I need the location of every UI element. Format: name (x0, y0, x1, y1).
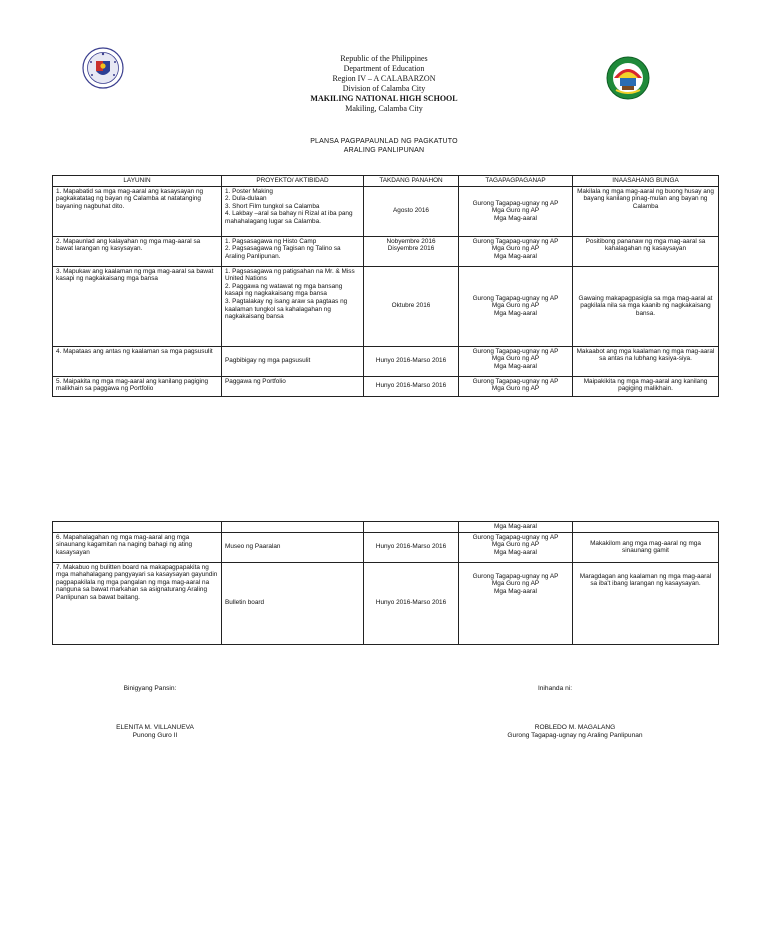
tagapagpaganap-cell (459, 532, 573, 562)
bunga-cell: Makilala ng mga mag-aaral ng buong husay ang bayang kanilang pinag-mulan ang bayan ng Calamba (573, 186, 719, 236)
tagapagpaganap-item: Gurong Tagapag-ugnay ng AP (472, 533, 559, 541)
table-row (53, 532, 719, 562)
proyekto-item: Pagbibigay ng mga pagsusulit (225, 357, 311, 365)
layunin-cell: 5. Maipakita ng mga mag-aaral ang kanilang pagiging malikhain sa paggawa ng Portfolio (53, 376, 222, 396)
approver-name: ELENITA M. VILLANUEVA (116, 724, 194, 731)
proyekto-item: 1. Poster Making (225, 187, 273, 195)
approved-label: Binigyang Pansin: (123, 685, 177, 692)
proyekto-item: 4. Lakbay –aral sa bahay ni Rizal at iba pang mahahalagang lugar sa Calamba. (225, 210, 353, 225)
layunin-cell: 2. Mapaunlad ang kalayahan ng mga mag-aaral sa bawat larangan ng kasysayan. (53, 236, 222, 266)
tagapagpaganap-item: Mga Mag-aaral (494, 214, 537, 222)
preparer-block (485, 724, 665, 740)
tagapagpaganap-item: Gurong Tagapag-ugnay ng AP (472, 237, 559, 245)
proyekto-cell (222, 266, 364, 346)
preparer-title: Gurong Tagapag-ugnay ng Araling Panlipunan (507, 732, 643, 739)
proyekto-cell (222, 346, 364, 376)
column-header: INAASAHANG BUNGA (573, 176, 719, 187)
column-header: TAKDANG PANAHON (364, 176, 459, 187)
column-header: TAGAPAGPAGANAP (459, 176, 573, 187)
panahon-cell: Agosto 2016 (364, 186, 459, 236)
preparer-name: ROBLEDO M. MAGALANG (534, 724, 616, 731)
tagapagpaganap-item: Gurong Tagapag-ugnay ng AP (472, 294, 559, 302)
layunin-cell (53, 522, 222, 533)
tagapagpaganap-item: Gurong Tagapag-ugnay ng AP (472, 199, 559, 207)
tagapagpaganap-item: Mga Mag-aaral (494, 362, 537, 370)
proyekto-cell (222, 186, 364, 236)
table-row (53, 266, 719, 346)
proyekto-item: Museo ng Paaralan (225, 543, 281, 551)
proyekto-cell (222, 562, 364, 644)
header-line: Department of Education (343, 64, 425, 73)
tagapagpaganap-item: Mga Guro ng AP (491, 245, 540, 253)
tagapagpaganap-item: Mga Mag-aaral (494, 252, 537, 260)
plan-table (52, 175, 719, 397)
approver-block (80, 724, 230, 740)
tagapagpaganap-item: Mga Guro ng AP (491, 302, 540, 310)
table-row (53, 562, 719, 644)
proyekto-cell (222, 532, 364, 562)
letterhead (0, 54, 768, 114)
tagapagpaganap-item: Gurong Tagapag-ugnay ng AP (472, 572, 559, 580)
bunga-cell: Maragdagan ang kaalaman ng mga mag-aaral sa iba't ibang larangan ng kasaysayan. (573, 562, 719, 644)
panahon-cell: Oktubre 2016 (364, 266, 459, 346)
tagapagpaganap-item: Mga Guro ng AP (491, 580, 540, 588)
bunga-cell: Gawaing makapagpasigla sa mga mag-aaral at pagkilala nila sa mga kaanib ng nagkakaisang bansa. (573, 266, 719, 346)
header-line: Division of Calamba City (342, 84, 426, 93)
panahon-cell (364, 522, 459, 533)
proyekto-item: Bulletin board (225, 599, 265, 607)
proyekto-item: 1. Pagsasagawa ng patigsahan na Mr. & Miss United Nations (225, 267, 355, 283)
proyekto-cell (222, 376, 364, 396)
document-subtitle: ARALING PANLIPUNAN (343, 147, 425, 154)
tagapagpaganap-cell (459, 346, 573, 376)
approver-title: Punong Guro II (132, 732, 178, 739)
layunin-cell: 7. Makabuo ng bulitten board na makapagpapakita ng mga mahahalagang pangyayari sa kasaysayan gayundin pagpapakilala ng mga pangalan ng mga mag-aaral na nanguna sa bawat markahan sa asignaturang Araling Panlipunan sa bawat baitang. (53, 562, 222, 644)
school-address: Makiling, Calamba City (345, 104, 423, 113)
table-row (53, 376, 719, 396)
tagapagpaganap-item: Gurong Tagapag-ugnay ng AP (472, 377, 559, 385)
proyekto-item: 3. Pagtalakay ng isang araw sa pagtaas ng kaalaman tungkol sa kahalagahan ng nagkakaisang bansa (225, 297, 348, 321)
table-row (53, 346, 719, 376)
header-line: Republic of the Philippines (340, 54, 428, 63)
panahon-cell: Hunyo 2016-Marso 2016 (364, 532, 459, 562)
document-title: PLANSA PAGPAPAUNLAD NG PAGKATUTO (310, 138, 458, 145)
tagapagpaganap-item: Mga Guro ng AP (491, 541, 540, 549)
column-header: LAYUNIN (53, 176, 222, 187)
tagapagpaganap-cell (459, 236, 573, 266)
table-header-row (53, 176, 719, 187)
tagapagpaganap-item: Mga Guro ng AP (491, 355, 540, 363)
proyekto-cell (222, 236, 364, 266)
school-name: MAKILING NATIONAL HIGH SCHOOL (310, 94, 458, 103)
tagapagpaganap-item: Mga Mag-aaral (494, 587, 537, 595)
tagapagpaganap-cell (459, 562, 573, 644)
layunin-cell: 6. Mapahalagahan ng mga mag-aaral ang mga sinaunang kagamitan na naging bahagi ng ating kasaysayan (53, 532, 222, 562)
proyekto-item: Paggawa ng Portfolio (225, 377, 286, 385)
prepared-label: Inihanda ni: (537, 685, 573, 692)
document-titles (0, 137, 768, 155)
tagapagpaganap-item: Gurong Tagapag-ugnay ng AP (472, 347, 559, 355)
column-header: PROYEKTO/ AKTIBIDAD (222, 176, 364, 187)
panahon-cell: Hunyo 2016-Marso 2016 (364, 562, 459, 644)
tagapagpaganap-cell (459, 186, 573, 236)
table-row (53, 522, 719, 533)
bunga-cell (573, 522, 719, 533)
tagapagpaganap-item: Mga Guro ng AP (491, 385, 540, 393)
tagapagpaganap-cell (459, 266, 573, 346)
layunin-cell: 3. Mapukaw ang kaalaman ng mga mag-aaral sa bawat kasapi ng nagkakaisang mga bansa (53, 266, 222, 346)
proyekto-item: 3. Short Film tungkol sa Calamba (225, 202, 320, 210)
proyekto-item: 2. Pagsasagawa ng Tagisan ng Talino sa Araling Panlipunan. (225, 245, 341, 260)
panahon-cell: Hunyo 2016-Marso 2016 (364, 346, 459, 376)
tagapagpaganap-item: Mga Mag-aaral (494, 548, 537, 556)
layunin-cell: 4. Mapataas ang antas ng kaalaman sa mga pagsusulit (53, 346, 222, 376)
tagapagpaganap-cell: Mga Mag-aaral (459, 522, 573, 533)
header-line: Region IV – A CALABARZON (332, 74, 436, 83)
bunga-cell: Positibong pananaw ng mga mag-aaral sa kahalagahan ng kasaysayan (573, 236, 719, 266)
tagapagpaganap-cell (459, 376, 573, 396)
table-row (53, 236, 719, 266)
table-row (53, 186, 719, 236)
proyekto-cell (222, 522, 364, 533)
panahon-cell: Hunyo 2016-Marso 2016 (364, 376, 459, 396)
panahon-cell: Nobyembre 2016 Disyembre 2016 (364, 236, 459, 266)
bunga-cell: Maipakikita ng mga mag-aaral ang kanilang pagiging malikhain. (573, 376, 719, 396)
plan-table-continued (52, 521, 719, 645)
bunga-cell: Makaabot ang mga kaalaman ng mga mag-aaral sa antas na lubhang kasiya-siya. (573, 346, 719, 376)
proyekto-item: 2. Dula-dulaan (225, 195, 267, 203)
layunin-cell: 1. Mapabatid sa mga mag-aaral ang kasaysayan ng pagkakatatag ng bayan ng Calamba at natatanging bayaning nagbuhat dito. (53, 186, 222, 236)
proyekto-item: 2. Paggawa ng watawat ng mga bansang kasapi ng nagkakaisang mga bansa (225, 282, 343, 298)
proyekto-item: 1. Pagsasagawa ng Histo Camp (225, 237, 317, 245)
tagapagpaganap-item: Mga Guro ng AP (491, 207, 540, 215)
bunga-cell: Makakilom ang mga mag-aaral ng mga sinaunang gamit (573, 532, 719, 562)
tagapagpaganap-item: Mga Mag-aaral (494, 309, 537, 317)
